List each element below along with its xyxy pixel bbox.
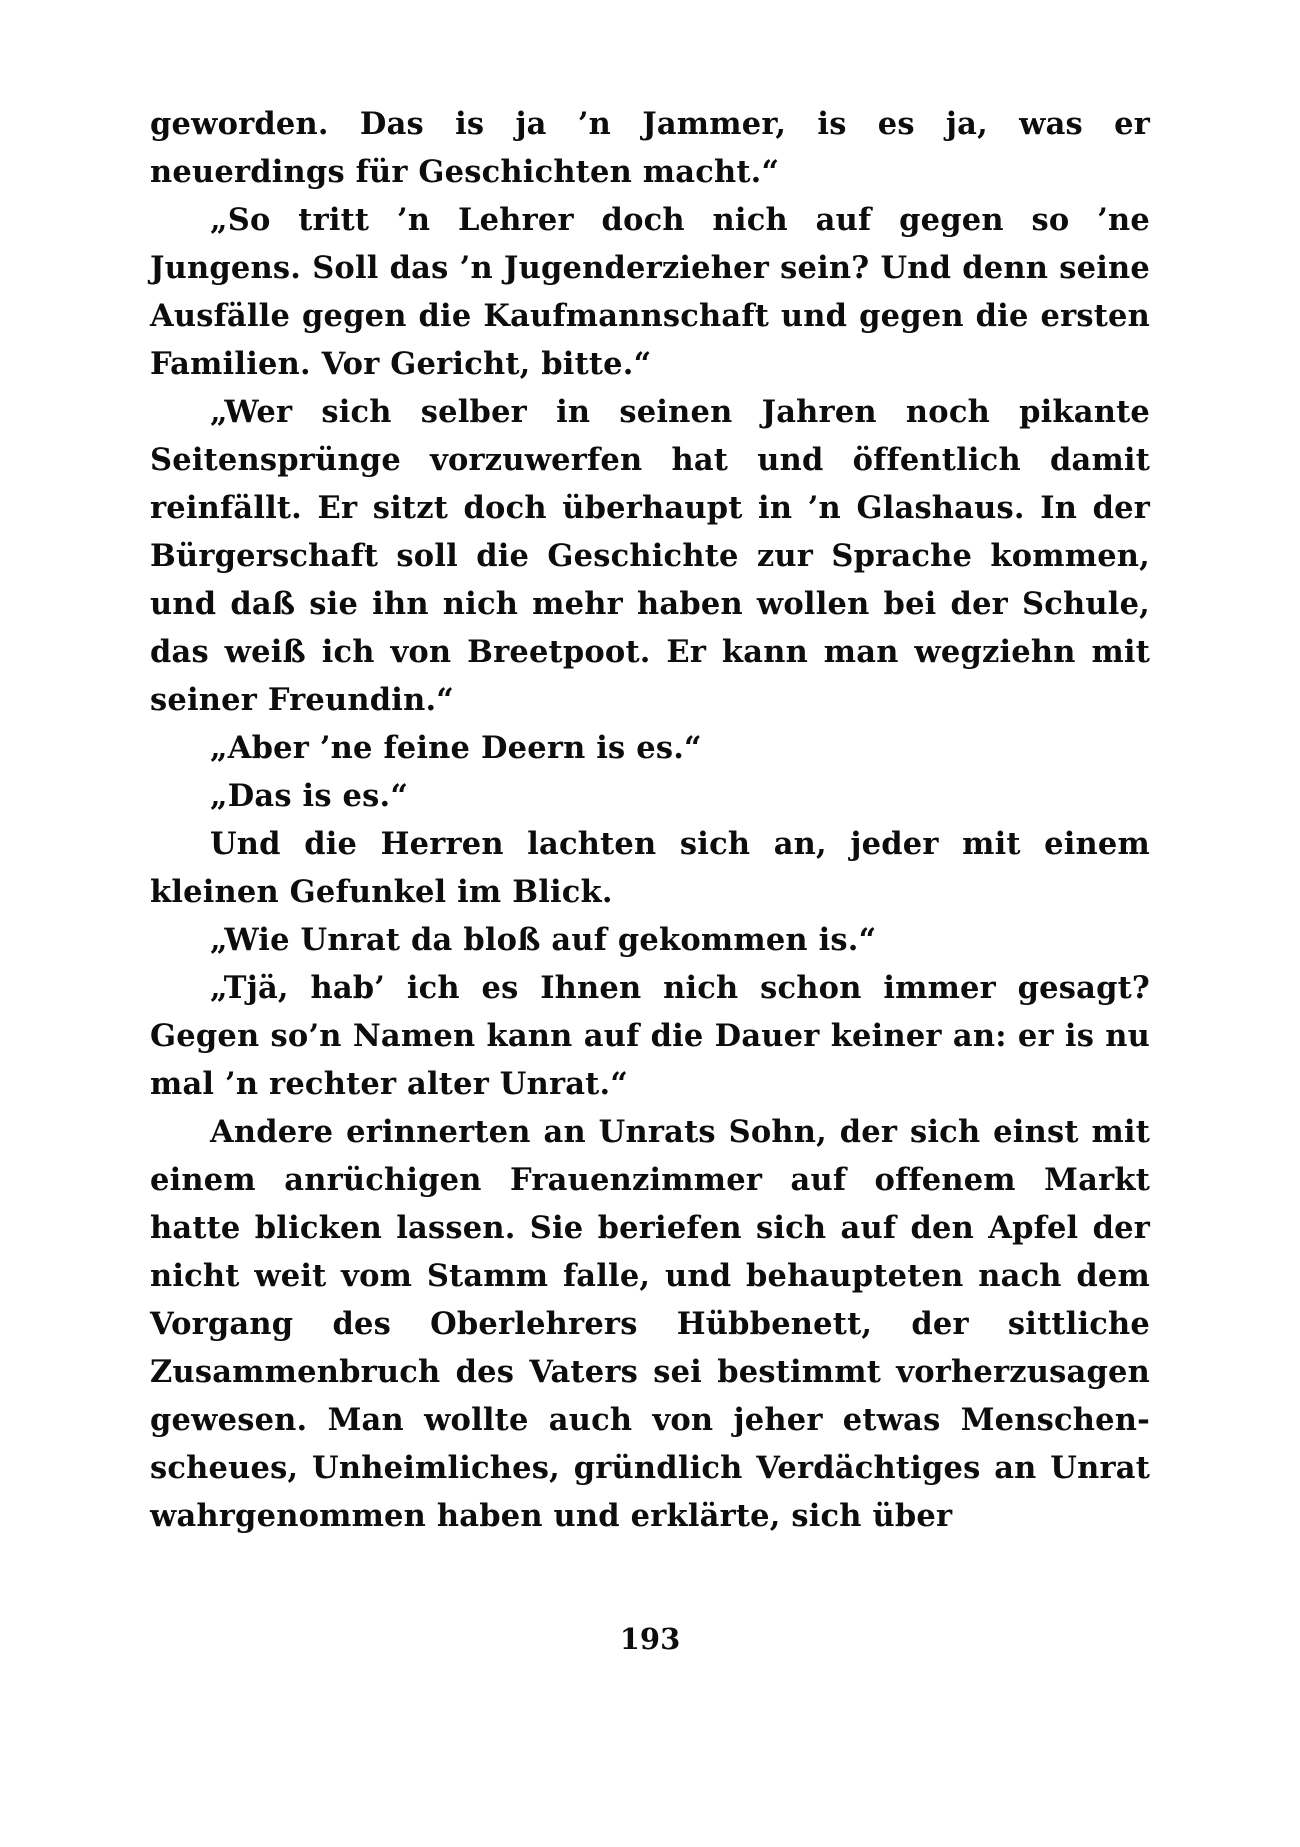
paragraph: geworden. Das is ja ’n Jammer, is es ja, was er neuerdings für Geschichten macht.“ <box>150 106 1150 190</box>
paragraph: Und die Herren lachten sich an, jeder mit einem kleinen Gefunkel im Blick. <box>150 826 1150 910</box>
paragraph: Andere erinnerten an Unrats Sohn, der sich einst mit einem anrüchigen Frauenzimmer auf offenem Markt hatte blicken lassen. Sie beriefen sich auf den Apfel der nicht weit vom Stamm falle, und behaupteten nach dem Vorgang des Oberlehrers Hübbenett, der sittliche Zusammenbruch des Vaters sei bestimmt vorherzusagen gewesen. Man wollte auch von jeher etwas Menschen‐scheues, Unheimliches, gründlich Verdächtiges an Unrat wahrgenommen haben und erklärte, sich über <box>150 1114 1150 1534</box>
paragraph: „Aber ’ne feine Deern is es.“ <box>210 730 702 766</box>
body-text-column <box>150 100 1150 1540</box>
paragraph: „Wer sich selber in seinen Jahren noch pikante Seitensprünge vorzuwerfen hat und öffentlich damit reinfällt. Er sitzt doch überhaupt in ’n Glashaus. In der Bürgerschaft soll die Geschichte zur Sprache kommen, und daß sie ihn nich mehr haben wollen bei der Schule, das weiß ich von Breetpoot. Er kann man wegziehn mit seiner Freundin.“ <box>150 394 1150 718</box>
paragraph: „Tjä, hab’ ich es Ihnen nich schon immer gesagt? Gegen so’n Namen kann auf die Dauer keiner an: er is nu mal ’n rechter alter Unrat.“ <box>150 970 1150 1102</box>
paragraph: „Wie Unrat da bloß auf gekommen is.“ <box>210 922 877 958</box>
page-number: 193 <box>619 1622 681 1656</box>
paragraph: „So tritt ’n Lehrer doch nich auf gegen so ’ne Jungens. Soll das ’n Jugenderzieher sein? Und denn seine Ausfälle gegen die Kaufmannschaft und gegen die ersten Familien. Vor Gericht, bitte.“ <box>150 202 1150 382</box>
paragraph: „Das is es.“ <box>210 778 409 814</box>
